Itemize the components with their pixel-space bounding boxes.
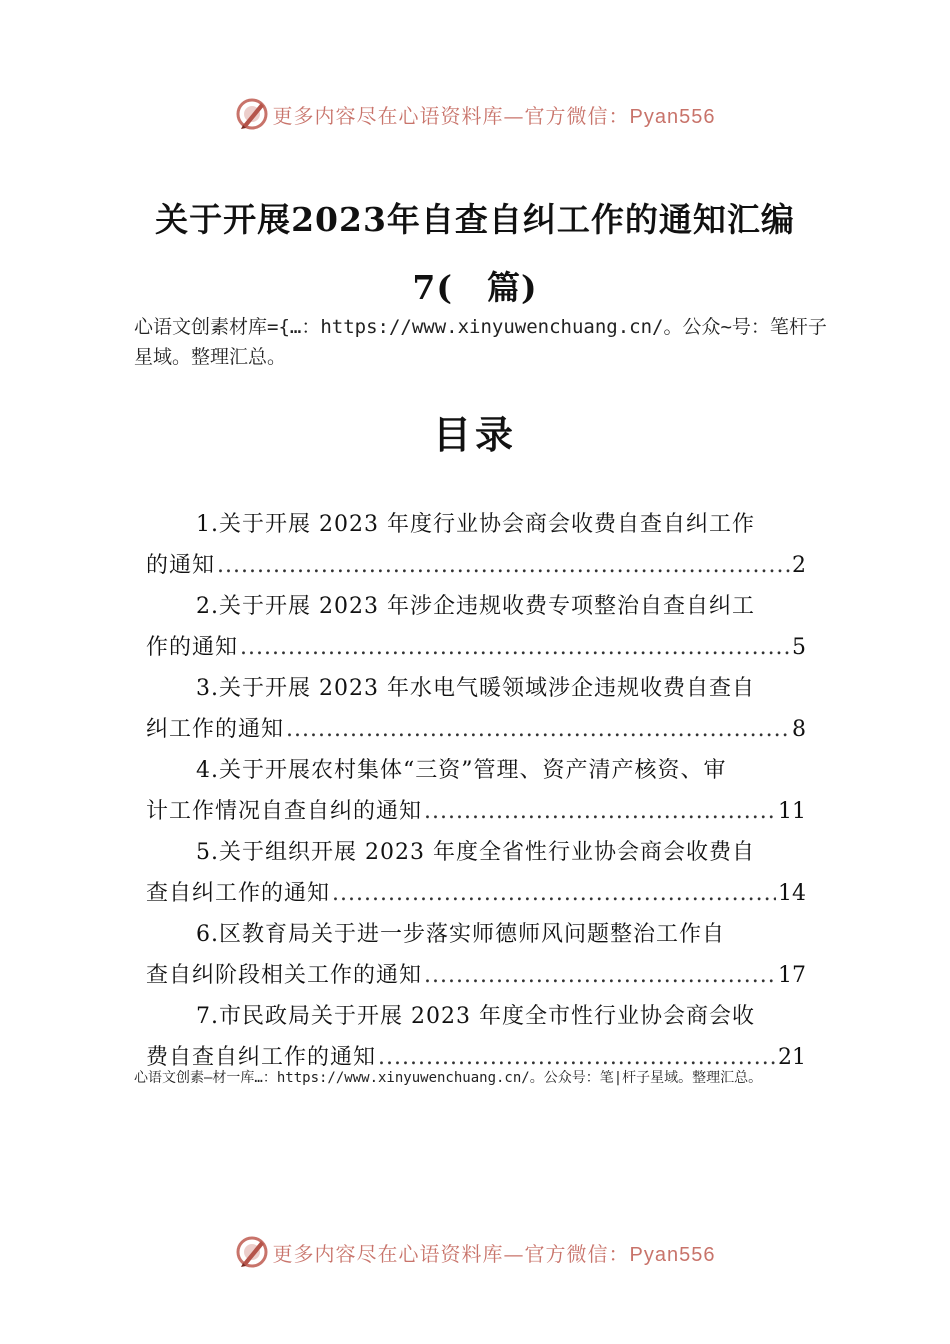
toc-item-2[interactable] <box>146 586 806 668</box>
toc-page-number: 2 <box>792 553 806 578</box>
banner-text: 更多内容尽在心语资料库—官方微信：Pyan556 <box>272 103 716 128</box>
toc-leader-dots <box>332 873 776 914</box>
toc-item-title-cont: 计工作情况自查自纠的通知 <box>146 799 423 824</box>
toc-item-5[interactable] <box>146 832 806 914</box>
toc-page-number: 11 <box>778 799 806 824</box>
toc-leader-dots <box>217 545 790 586</box>
banner-wechat-id: Pyan556 <box>629 1243 716 1266</box>
toc-heading: 目录 <box>432 412 517 457</box>
toc-item-title-cont: 费自查自纠工作的通知 <box>146 1045 377 1070</box>
toc-item-title-cont: 作的通知 <box>146 635 239 660</box>
toc-item-title-cont: 查自纠工作的通知 <box>146 881 331 906</box>
toc-item-1[interactable] <box>146 504 806 586</box>
page-title: 关于开展2023年自查自纠工作的通知汇编 <box>155 200 795 239</box>
toc-item-title-cont: 纠工作的通知 <box>146 717 285 742</box>
toc-item-6[interactable] <box>146 914 806 996</box>
toc-leader-dots <box>240 627 790 668</box>
toc-item-title: 4.关于开展农村集体“三资”管理、资产清产核资、审 <box>196 758 727 783</box>
source-note-bottom: 心语文创素—材一库…：https://www.xinyuwenchuang.cn/。公众号：笔|杆子星域。整理汇总。 <box>134 1070 763 1086</box>
pen-logo-icon <box>235 97 269 131</box>
toc-item-title: 7.市民政局关于开展 2023 年度全市性行业协会商会收 <box>196 1004 755 1029</box>
toc-item-title: 1.关于开展 2023 年度行业协会商会收费自查自纠工作 <box>196 512 755 537</box>
toc-item-4[interactable] <box>146 750 806 832</box>
table-of-contents <box>146 504 806 1078</box>
toc-page-number: 14 <box>778 881 806 906</box>
toc-item-title: 5.关于组织开展 2023 年度全省性行业协会商会收费自 <box>196 840 755 865</box>
toc-item-title-cont: 的通知 <box>146 553 216 578</box>
page-title-subline: 7( 篇) <box>412 268 538 307</box>
toc-page-number: 5 <box>792 635 806 660</box>
toc-page-number: 17 <box>778 963 806 988</box>
toc-item-title: 6.区教育局关于进一步落实师德师风问题整治工作自 <box>196 922 725 947</box>
toc-item-title: 2.关于开展 2023 年涉企违规收费专项整治自查自纠工 <box>196 594 755 619</box>
toc-leader-dots <box>424 791 776 832</box>
toc-page-number: 8 <box>792 717 806 742</box>
toc-page-number: 21 <box>778 1045 806 1070</box>
toc-item-7[interactable] <box>146 996 806 1078</box>
toc-item-title-cont: 查自纠阶段相关工作的通知 <box>146 963 423 988</box>
toc-item-title: 3.关于开展 2023 年水电气暖领域涉企违规收费自查自 <box>196 676 755 701</box>
banner-wechat-id: Pyan556 <box>629 105 716 128</box>
header-banner <box>0 92 950 136</box>
toc-leader-dots <box>286 709 790 750</box>
source-note-top: 心语文创素材库={…：https://www.xinyuwenchuang.cn/。公众~号：笔杆子星域。整理汇总。 <box>134 316 827 368</box>
banner-text: 更多内容尽在心语资料库—官方微信：Pyan556 <box>272 1241 716 1266</box>
pen-logo-icon <box>235 1235 269 1269</box>
toc-leader-dots <box>424 955 776 996</box>
footer-banner <box>0 1230 950 1274</box>
toc-item-3[interactable] <box>146 668 806 750</box>
